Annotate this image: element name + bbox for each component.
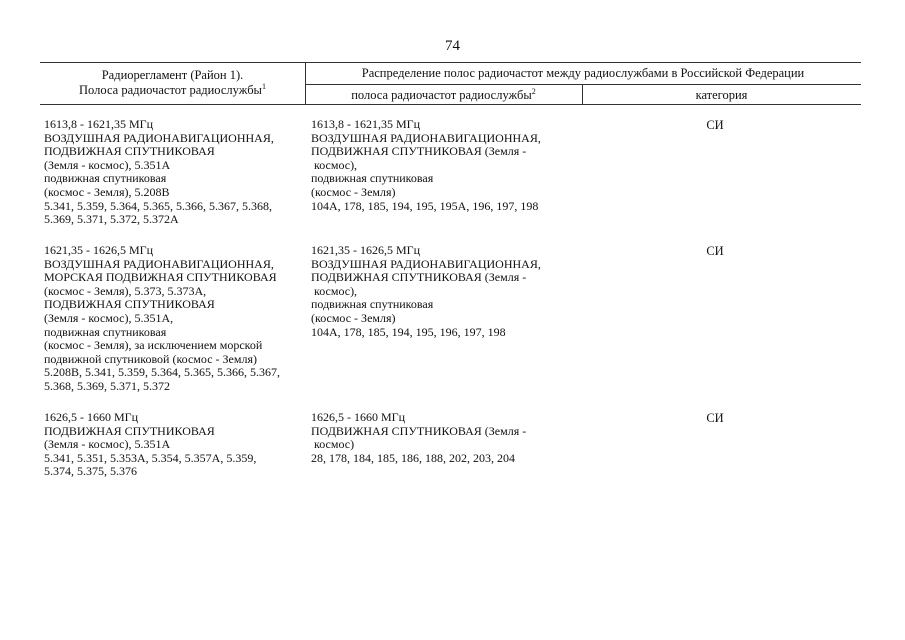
page-number: 74 xyxy=(445,38,460,54)
table-row-3-category-cell: СИ xyxy=(706,411,724,425)
footnote-mark-2: 2 xyxy=(531,86,536,96)
header-region-subtitle: Полоса радиочастот радиослужбы$^1$ xyxy=(79,81,266,97)
table-row-1-category-cell: СИ xyxy=(706,118,724,132)
cell-line: 104А, 178, 185, 194, 195, 195А, 196, 197, 198 xyxy=(311,198,539,213)
cell-line: ПОДВИЖНАЯ СПУТНИКОВАЯ xyxy=(44,144,215,159)
cell-line: 5.369, 5.371, 5.372, 5.372А xyxy=(44,212,179,227)
cell-line: 1626,5 - 1660 МГц xyxy=(44,410,139,424)
cell-line: подвижная спутниковая xyxy=(44,171,167,186)
cell-line: космос), xyxy=(311,283,358,298)
cell-line: (Земля - космос), 5.351А xyxy=(44,437,171,452)
cell-line: МОРСКАЯ ПОДВИЖНАЯ СПУТНИКОВАЯ xyxy=(44,270,277,285)
cell-line: 1621,35 - 1626,5 МГц xyxy=(44,243,154,257)
cell-line: (Земля - космос), 5.351А, xyxy=(44,310,174,325)
table-row-2-category-cell: СИ xyxy=(706,244,724,258)
footnote-mark-1: 1 xyxy=(261,81,266,91)
cell-line: космос) xyxy=(311,437,355,452)
table-row-1-region-cell xyxy=(44,118,274,227)
cell-line: ПОДВИЖНАЯ СПУТНИКОВАЯ (Земля - xyxy=(311,144,527,159)
cell-line: (космос - Земля), 5.373, 5.373А, xyxy=(44,283,207,298)
header-region-title: Радиорегламент (Район 1). xyxy=(101,68,244,82)
cell-line: 5.374, 5.375, 5.376 xyxy=(44,464,137,479)
cell-line: ПОДВИЖНАЯ СПУТНИКОВАЯ xyxy=(44,297,215,312)
cell-line: (космос - Земля) xyxy=(311,184,396,199)
cell-line: ПОДВИЖНАЯ СПУТНИКОВАЯ (Земля - xyxy=(311,270,527,285)
cell-line: космос), xyxy=(311,157,358,172)
table-row-1-band-cell xyxy=(311,118,541,213)
cell-line: 5.208В, 5.341, 5.359, 5.364, 5.365, 5.366, 5.367, xyxy=(44,365,281,380)
cell-line: (космос - Земля) xyxy=(311,310,396,325)
header-split-rule xyxy=(305,84,861,85)
cell-line: (космос - Земля), 5.208В xyxy=(44,184,170,199)
cell-line: подвижная спутниковая xyxy=(311,171,434,186)
cell-line: 5.341, 5.359, 5.364, 5.365, 5.366, 5.367, 5.368, xyxy=(44,198,272,213)
cell-line: ВОЗДУШНАЯ РАДИОНАВИГАЦИОННАЯ, xyxy=(311,130,541,145)
cell-line: ПОДВИЖНАЯ СПУТНИКОВАЯ (Земля - xyxy=(311,423,527,438)
cell-line: 1613,8 - 1621,35 МГц xyxy=(311,117,421,131)
cell-line: 28, 178, 184, 185, 186, 188, 202, 203, 204 xyxy=(311,450,515,465)
header-bottom-rule xyxy=(40,104,861,105)
header-category-column: категория xyxy=(695,88,748,102)
cell-line: подвижная спутниковая xyxy=(44,324,167,339)
cell-line: (Земля - космос), 5.351А xyxy=(44,157,171,172)
cell-line: 104А, 178, 185, 194, 195, 196, 197, 198 xyxy=(311,324,506,339)
header-band-column: полоса радиочастот радиослужбы$^2$ xyxy=(351,86,536,102)
table-row-2-band-cell xyxy=(311,244,541,339)
header-region-column xyxy=(40,68,305,98)
cell-line: 1613,8 - 1621,35 МГц xyxy=(44,117,154,131)
cell-line: ВОЗДУШНАЯ РАДИОНАВИГАЦИОННАЯ, xyxy=(44,130,274,145)
table-row-3-band-cell xyxy=(311,411,526,465)
cell-line: ВОЗДУШНАЯ РАДИОНАВИГАЦИОННАЯ, xyxy=(44,256,274,271)
table-row-2-region-cell xyxy=(44,244,280,394)
cell-line: 5.368, 5.369, 5.371, 5.372 xyxy=(44,378,170,393)
cell-line: 1621,35 - 1626,5 МГц xyxy=(311,243,421,257)
cell-line: 5.341, 5.351, 5.353А, 5.354, 5.357А, 5.359, xyxy=(44,450,257,465)
table-row-3-region-cell xyxy=(44,411,256,479)
cell-line: подвижная спутниковая xyxy=(311,297,434,312)
cell-line: (космос - Земля), за исключением морской xyxy=(44,338,263,353)
cell-line: подвижной спутниковой (космос - Земля) xyxy=(44,351,257,366)
cell-line: ВОЗДУШНАЯ РАДИОНАВИГАЦИОННАЯ, xyxy=(311,256,541,271)
table-top-rule xyxy=(40,62,861,63)
cell-line: ПОДВИЖНАЯ СПУТНИКОВАЯ xyxy=(44,423,215,438)
cell-line: 1626,5 - 1660 МГц xyxy=(311,410,406,424)
header-distribution-span: Распределение полос радиочастот между радиослужбами в Российской Федерации xyxy=(361,66,805,80)
